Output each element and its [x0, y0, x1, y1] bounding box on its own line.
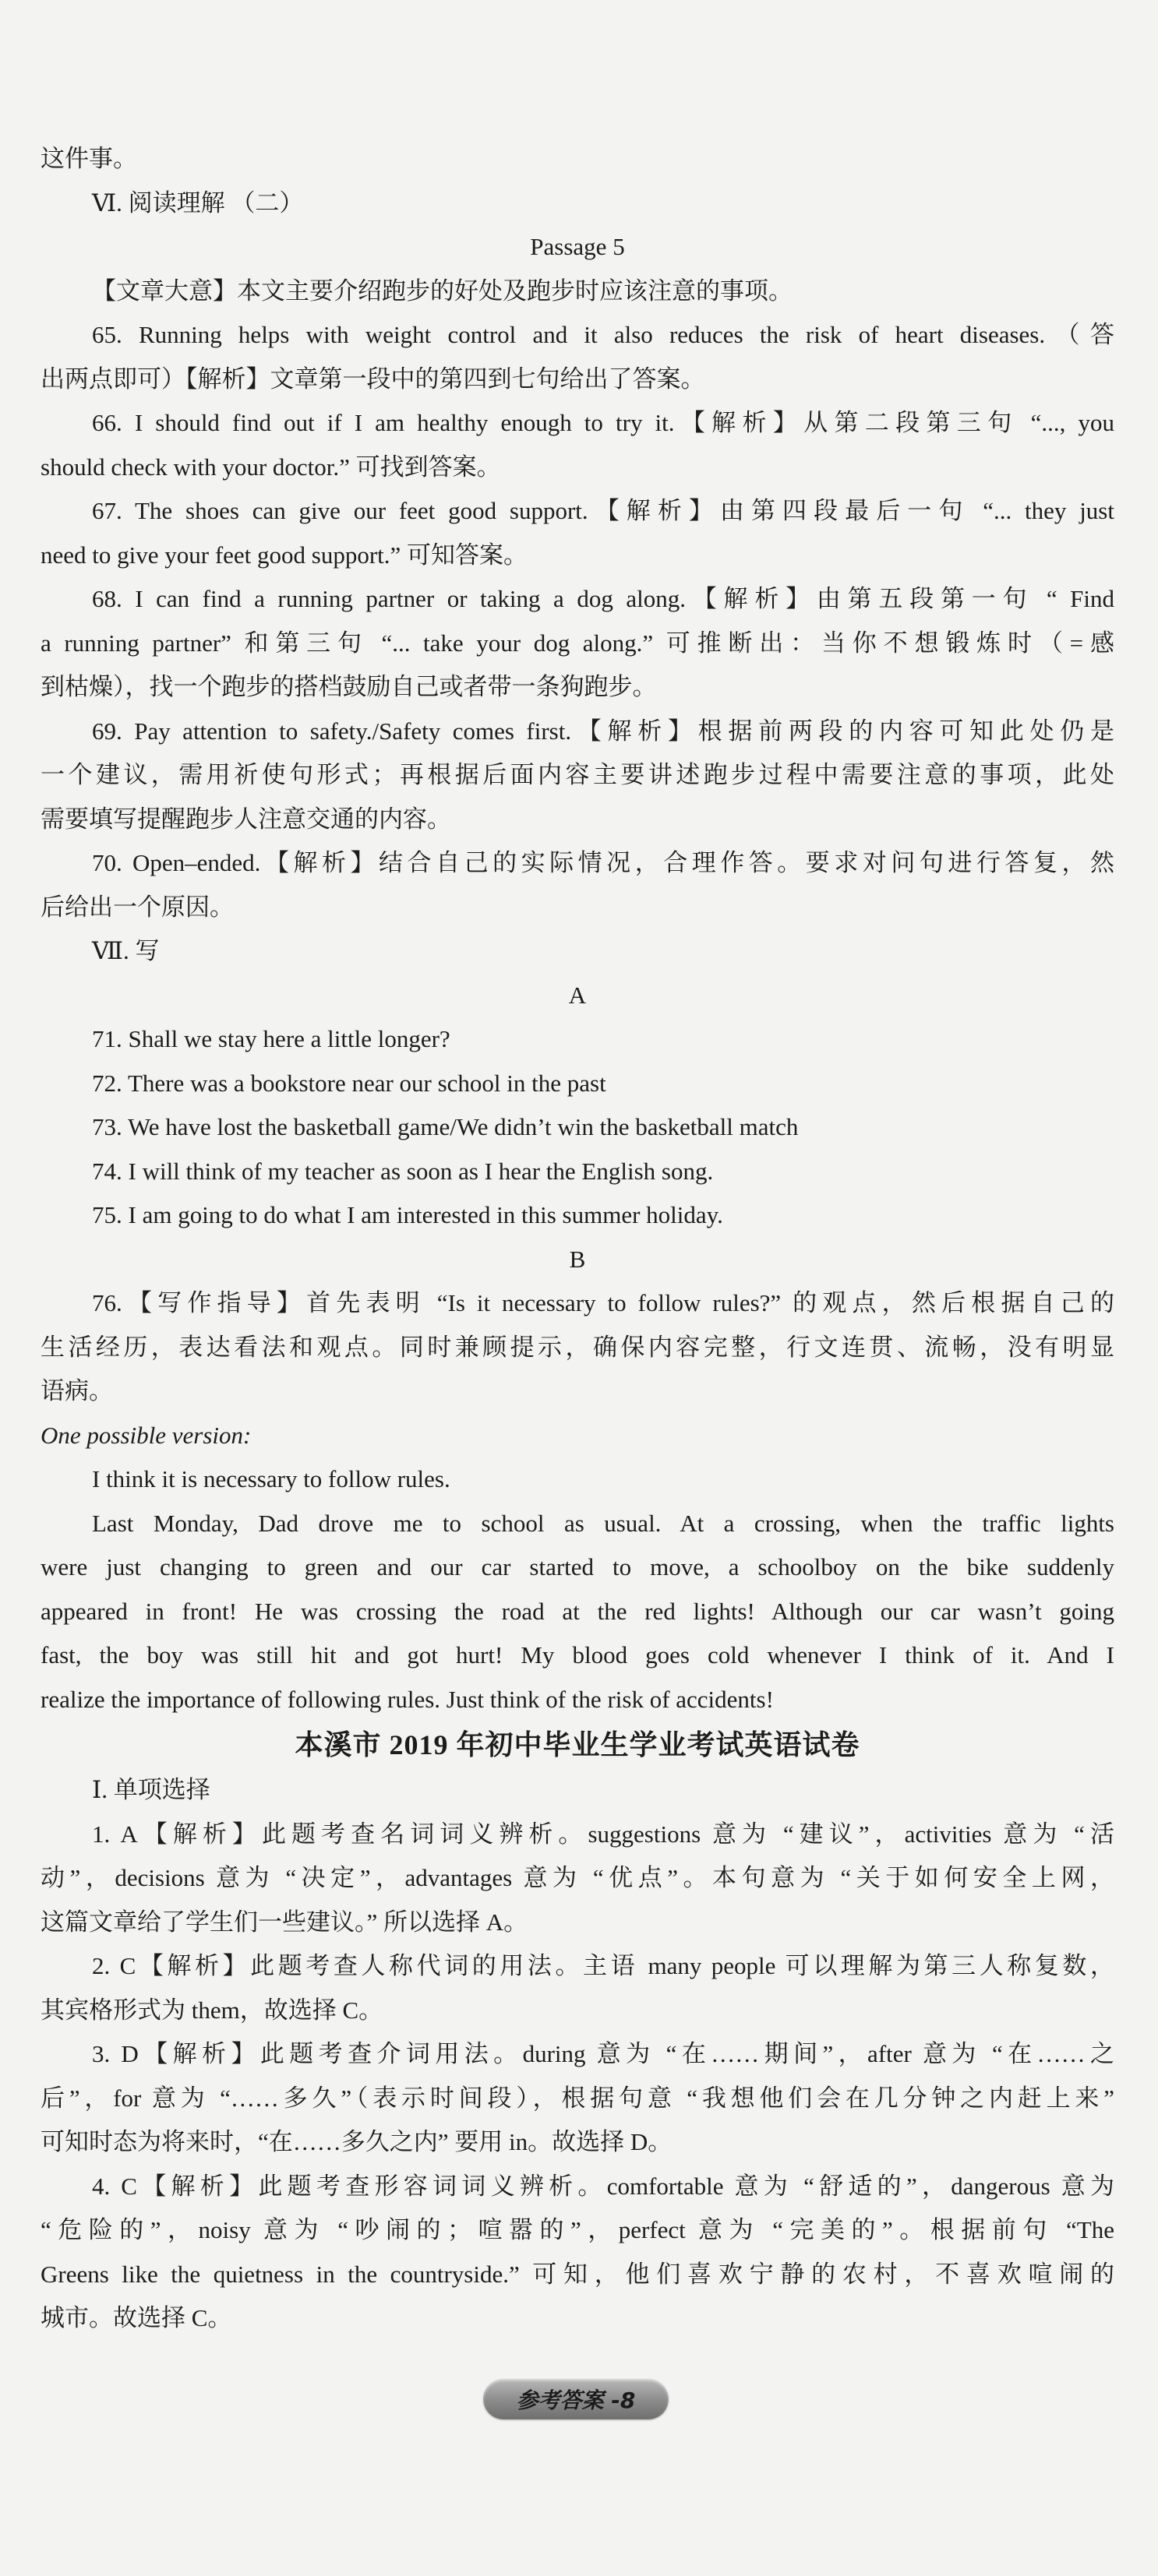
q68-line: 68. I can find a running partner or taking a dog along.【解析】由第五段第一句 “ Find	[92, 585, 1114, 612]
exam-answers	[41, 1813, 1114, 2341]
q76-line: 生活经历，表达看法和观点。同时兼顾提示，确保内容完整，行文连贯、流畅，没有明显	[41, 1333, 1114, 1361]
e1-line: 动”，decisions 意为 “决定”，advantages 意为 “优点”。本句意为 “关于如何安全上网，	[41, 1864, 1114, 1891]
q67-line: 67. The shoes can give our feet good support.【解析】由第四段最后一句 “... they just	[92, 497, 1114, 524]
q72-answer: 72. There was a bookstore near our school in the past	[92, 1069, 606, 1097]
q69-line: 一个建议，需用祈使句形式；再根据后面内容主要讲述跑步过程中需要注意的事项，此处	[41, 761, 1114, 788]
q67-line: need to give your feet good support.” 可知答案。	[41, 541, 528, 569]
q70-line: 70. Open–ended.【解析】结合自己的实际情况，合理作答。要求对问句进行答复，然	[92, 849, 1114, 876]
e2-line: 其宾格形式为 them，故选择 C。	[41, 1996, 383, 2024]
essay-line: fast, the boy was still hit and got hurt! My blood goes cold whenever I think of it. And I	[41, 1641, 1114, 1669]
q65-line: 65. Running helps with weight control and it also reduces the risk of heart diseases.（答	[92, 321, 1114, 348]
q69-line: 需要填写提醒跑步人注意交通的内容。	[41, 805, 451, 833]
e3-line: 后”，for 意为 “……多久”（表示时间段），根据句意 “我想他们会在几分钟之内赶上来”	[41, 2084, 1114, 2112]
part-a-answers	[41, 1017, 1114, 1238]
e4-line: Greens like the quietness in the countryside.” 可知，他们喜欢宁静的农村，不喜欢喧闹的	[41, 2260, 1114, 2288]
essay-line: appeared in front! He was crossing the road at the red lights! Although our car wasn’t going	[41, 1597, 1114, 1625]
essay-body	[41, 1502, 1114, 1722]
passage-title: Passage 5	[530, 233, 625, 260]
e2-line: 2. C【解析】此题考查人称代词的用法。主语 many people 可以理解为第三人称复数，	[92, 1952, 1114, 1979]
q71-answer: 71. Shall we stay here a little longer?	[92, 1025, 450, 1052]
page-number-badge: 参考答案 -8	[483, 2379, 669, 2419]
q65-line: 出两点即可）【解析】文章第一段中的第四到七句给出了答案。	[41, 365, 705, 393]
q68-line: a running partner” 和第三句 “... take your dog along.” 可推断出：当你不想锻炼时（=感	[41, 629, 1114, 657]
e4-line: “危险的”，noisy 意为 “吵闹的；喧嚣的”，perfect 意为 “完美的”。根据前句 “The	[41, 2216, 1114, 2243]
q74-answer: 74. I will think of my teacher as soon as I hear the English song.	[92, 1157, 714, 1185]
q68-line: 到枯燥），找一个跑步的搭档鼓励自己或者带一条狗跑步。	[41, 673, 657, 700]
q75-answer: 75. I am going to do what I am interested in this summer holiday.	[92, 1201, 723, 1228]
essay-line: realize the importance of following rules. Just think of the risk of accidents!	[41, 1685, 774, 1713]
e1-line: 1. A【解析】此题考查名词词义辨析。suggestions 意为 “建议”，activities 意为 “活	[92, 1820, 1114, 1848]
q76-line: 语病。	[41, 1377, 113, 1404]
e3-line: 可知时态为将来时，“在……多久之内” 要用 in。故选择 D。	[41, 2128, 673, 2155]
e1-line: 这篇文章给了学生们一些建议。” 所以选择 A。	[41, 1908, 528, 1936]
e4-line: 城市。故选择 C。	[41, 2304, 232, 2331]
q70-line: 后给出一个原因。	[41, 893, 234, 921]
q76-line: 76.【写作指导】首先表明 “Is it necessary to follow rules?” 的观点，然后根据自己的	[92, 1289, 1114, 1316]
q73-answer: 73. We have lost the basketball game/We didn’t win the basketball match	[92, 1113, 799, 1140]
version-label: One possible version:	[41, 1421, 252, 1449]
q66-line: 66. I should find out if I am healthy enough to try it.【解析】从第二段第三句 “..., you	[92, 409, 1114, 436]
essay-intro: I think it is necessary to follow rules.	[92, 1465, 450, 1492]
q66-line: should check with your doctor.” 可找到答案。	[41, 453, 501, 481]
e4-line: 4. C【解析】此题考查形容词词义辨析。comfortable 意为 “舒适的”，dangerous 意为	[92, 2172, 1114, 2200]
writing-heading: Ⅶ. 写	[92, 937, 160, 964]
carry-line: 这件事。	[41, 145, 137, 172]
passage-summary: 【文章大意】本文主要介绍跑步的好处及跑步时应该注意的事项。	[92, 277, 793, 305]
e3-line: 3. D【解析】此题考查介词用法。during 意为 “在……期间”，after 意为 “在……之	[92, 2040, 1114, 2067]
essay-line: were just changing to green and our car started to move, a schoolboy on the bike suddenly	[41, 1553, 1114, 1580]
reading-heading: Ⅵ. 阅读理解 （二）	[92, 189, 304, 217]
exam-title: 本溪市 2019 年初中毕业生学业考试英语试卷	[295, 1729, 860, 1760]
part-a-label: A	[568, 981, 587, 1009]
exam-section-heading: Ⅰ. 单项选择	[92, 1776, 210, 1803]
reading-answers	[41, 313, 1114, 929]
essay-line: Last Monday, Dad drove me to school as usual. At a crossing, when the traffic lights	[92, 1509, 1114, 1537]
q69-line: 69. Pay attention to safety./Safety comes first.【解析】根据前两段的内容可知此处仍是	[92, 717, 1114, 745]
part-b-label: B	[569, 1245, 586, 1273]
